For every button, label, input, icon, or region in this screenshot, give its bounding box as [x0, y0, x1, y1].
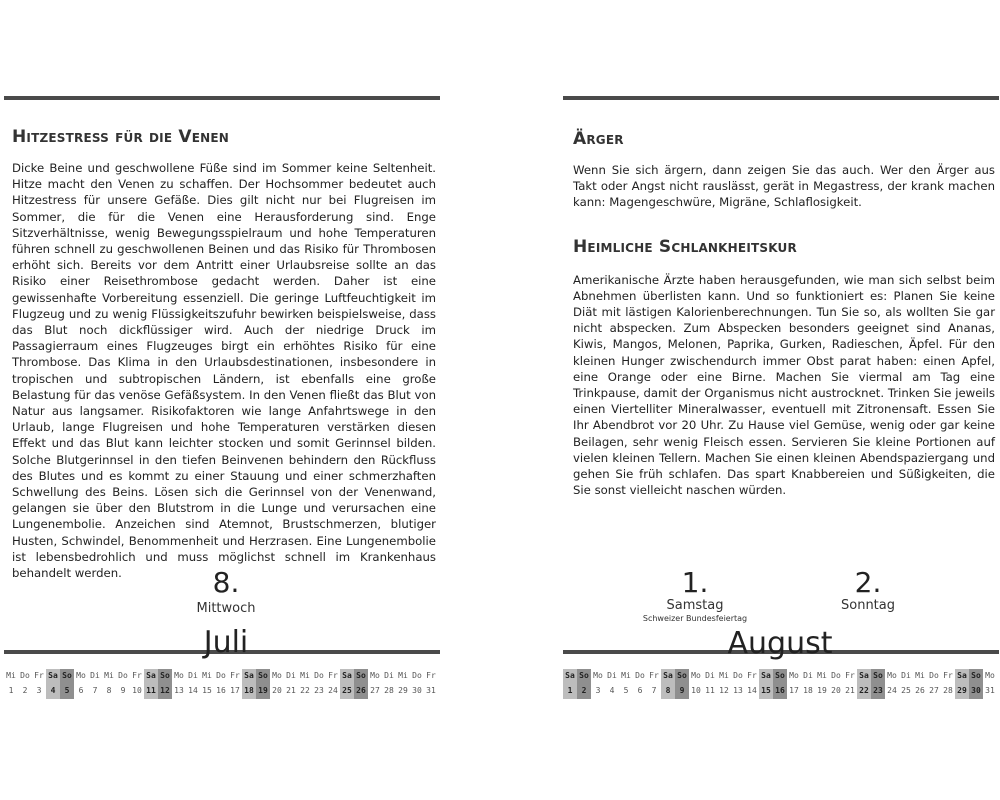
weekday-abbrev: Mo — [76, 671, 86, 680]
top-rule — [563, 96, 999, 100]
month-day-strip — [4, 669, 438, 699]
weekday-abbrev: Mi — [202, 671, 212, 680]
left-page — [4, 96, 440, 581]
section-heading: Heimliche Schlankheitskur — [573, 236, 797, 257]
weekday-abbrev: So — [775, 671, 785, 680]
calendar-day-cell — [857, 669, 871, 699]
day-number: 11 — [146, 686, 156, 695]
day-number: 31 — [985, 686, 995, 695]
calendar-day-cell — [983, 669, 997, 699]
calendar-day-cell — [32, 669, 46, 699]
weekday-abbrev: Di — [384, 671, 394, 680]
calendar-day-cell — [703, 669, 717, 699]
day-number: 2 — [22, 686, 28, 695]
date-number: 2. — [854, 566, 882, 599]
weekday-abbrev: Mi — [300, 671, 310, 680]
calendar-day-cell — [354, 669, 368, 699]
calendar-day-cell — [410, 669, 424, 699]
weekday-name: Sonntag — [841, 598, 895, 613]
calendar-day-cell — [172, 669, 186, 699]
calendar-day-cell — [563, 669, 577, 699]
day-number: 19 — [817, 686, 827, 695]
calendar-day-cell — [228, 669, 242, 699]
weekday-abbrev: Mi — [915, 671, 925, 680]
weekday-abbrev: Do — [216, 671, 226, 680]
day-number: 12 — [719, 686, 729, 695]
weekday-abbrev: Do — [314, 671, 324, 680]
weekday-abbrev: So — [873, 671, 883, 680]
day-number: 26 — [915, 686, 925, 695]
section-heading: Ärger — [573, 129, 624, 149]
weekday-abbrev: Fr — [649, 671, 659, 680]
day-number: 29 — [957, 686, 967, 695]
day-number: 9 — [679, 686, 685, 695]
day-number: 7 — [651, 686, 657, 695]
day-number: 3 — [595, 686, 601, 695]
day-number: 23 — [314, 686, 324, 695]
day-number: 23 — [873, 686, 883, 695]
day-number: 26 — [356, 686, 366, 695]
weekday-abbrev: Di — [607, 671, 617, 680]
calendar-day-cell — [340, 669, 354, 699]
day-number: 10 — [691, 686, 701, 695]
weekday-abbrev: Di — [803, 671, 813, 680]
weekday-abbrev: Di — [188, 671, 198, 680]
weekday-abbrev: So — [356, 671, 366, 680]
weekday-abbrev: Mo — [370, 671, 380, 680]
weekday-abbrev: Do — [118, 671, 128, 680]
weekday-abbrev: Mi — [621, 671, 631, 680]
day-number: 8 — [665, 686, 671, 695]
weekday-abbrev: Sa — [146, 671, 156, 680]
day-number: 16 — [775, 686, 785, 695]
day-number: 5 — [64, 686, 70, 695]
day-number: 17 — [789, 686, 799, 695]
calendar-day-cell — [647, 669, 661, 699]
calendar-day-cell — [591, 669, 605, 699]
month-name: Juli — [203, 625, 249, 660]
calendar-day-cell — [256, 669, 270, 699]
weekday-abbrev: Mo — [887, 671, 897, 680]
day-number: 24 — [328, 686, 338, 695]
weekday-abbrev: Mi — [398, 671, 408, 680]
calendar-day-cell — [18, 669, 32, 699]
calendar-day-cell — [130, 669, 144, 699]
weekday-abbrev: Sa — [663, 671, 673, 680]
calendar-day-cell — [312, 669, 326, 699]
weekday-abbrev: Fr — [426, 671, 436, 680]
holiday-label: Schweizer Bundesfeiertag — [642, 614, 748, 623]
weekday-abbrev: Do — [635, 671, 645, 680]
weekday-abbrev: Mo — [272, 671, 282, 680]
day-number: 18 — [803, 686, 813, 695]
weekday-abbrev: Fr — [328, 671, 338, 680]
calendar-day-cell — [284, 669, 298, 699]
calendar-day-cell — [689, 669, 703, 699]
section-body: Dicke Beine und geschwollene Füße sind im Sommer keine Seltenheit. Hitze macht den Venen zu schaffen. Der Hochsommer bedeutet auch Hitzestress für unsere Gefäße. Dies gilt nicht nur bei Flugreisen im Sommer, die für die Venen eine Herausforderung sind. Enge Sitzverhältnisse, wenig Bewegungsspielraum und hohe Temperaturen führen schnell zu geschwollenen Beinen und das Risiko für Thrombosen erhöht sich. Bereits vor dem Antritt einer Urlaubsreise sollte an das Risiko einer Reisethrombose gedacht werden. Daher ist eine gewissenhafte Vorbereitung essenziell. Die geringe Luftfeuchtigkeit im Flugzeug und zu wenig Flüssigkeitszufuhr bewirken beispielsweise, dass das Blut noch dickflüssiger wird. Auch der niedrige Druck im Passagierraum eines Flugzeuges birgt ein erhöhtes Risiko für eine Thrombose. Das Klima in den Urlaubsdestinationen, insbesondere in tropischen und subtropischen Ländern, ist ebenfalls eine große Belastung für das venöse Gefäßsystem. In den Venen fließt das Blut von Natur aus langsamer. Risikofaktoren wie lange Anfahrtswege in den Urlaub, lange Flugreisen und hohe Temperaturen verstärken diesen Effekt und das Blut kann leichter stocken und somit Gerinnsel bilden. Solche Blutgerinnsel in den tiefen Beinvenen behindern den Rückfluss des Blutes und es kommt zu einer Stauung und einer schmerzhaften Schwellung des Beins. Lösen sich die Gerinnsel von der Venenwand, gelangen sie über den Blutstrom in die Lunge und verursachen eine Lungenembolie. Anzeichen sind Atemnot, Brustschmerzen, blutiger Husten, Schwindel, Benommenheit und Herzrasen. Eine Lungenembolie ist lebensbedrohlich und muss möglichst schnell im Krankenhaus behandelt werden. — [12, 161, 436, 581]
weekday-abbrev: Mi — [6, 671, 16, 680]
day-number: 25 — [342, 686, 352, 695]
day-number: 2 — [581, 686, 587, 695]
calendar-day-cell — [102, 669, 116, 699]
weekday-abbrev: Sa — [761, 671, 771, 680]
weekday-abbrev: Do — [20, 671, 30, 680]
calendar-day-cell — [46, 669, 60, 699]
weekday-abbrev: Mo — [985, 671, 995, 680]
weekday-abbrev: Di — [286, 671, 296, 680]
calendar-day-cell — [242, 669, 256, 699]
day-number: 19 — [258, 686, 268, 695]
calendar-day-cell — [270, 669, 284, 699]
day-number: 15 — [202, 686, 212, 695]
calendar-day-cell — [74, 669, 88, 699]
day-number: 30 — [971, 686, 981, 695]
calendar-day-cell — [382, 669, 396, 699]
weekday-abbrev: Do — [733, 671, 743, 680]
calendar-day-cell — [633, 669, 647, 699]
day-number: 4 — [50, 686, 56, 695]
top-rule — [4, 96, 440, 100]
calendar-day-cell — [605, 669, 619, 699]
day-number: 5 — [623, 686, 629, 695]
day-number: 29 — [398, 686, 408, 695]
day-number: 16 — [216, 686, 226, 695]
calendar-day-cell — [60, 669, 74, 699]
day-number: 3 — [36, 686, 42, 695]
weekday-abbrev: So — [677, 671, 687, 680]
day-number: 15 — [761, 686, 771, 695]
weekday-abbrev: Mi — [817, 671, 827, 680]
weekday-abbrev: Do — [929, 671, 939, 680]
weekday-name: Mittwoch — [196, 601, 256, 616]
calendar-day-cell — [885, 669, 899, 699]
day-number: 28 — [943, 686, 953, 695]
weekday-name: Samstag — [666, 598, 724, 613]
day-number: 22 — [300, 686, 310, 695]
weekday-abbrev: Mo — [789, 671, 799, 680]
calendar-day-cell — [801, 669, 815, 699]
calendar-day-cell — [871, 669, 885, 699]
day-number: 6 — [78, 686, 84, 695]
calendar-day-cell — [88, 669, 102, 699]
calendar-day-cell — [731, 669, 745, 699]
day-number: 12 — [160, 686, 170, 695]
day-number: 13 — [174, 686, 184, 695]
weekday-abbrev: Di — [705, 671, 715, 680]
calendar-day-cell — [717, 669, 731, 699]
weekday-abbrev: So — [160, 671, 170, 680]
day-number: 8 — [106, 686, 112, 695]
day-number: 30 — [412, 686, 422, 695]
weekday-abbrev: Sa — [244, 671, 254, 680]
day-number: 18 — [244, 686, 254, 695]
calendar-day-cell — [787, 669, 801, 699]
weekday-abbrev: Sa — [957, 671, 967, 680]
day-number: 20 — [831, 686, 841, 695]
calendar-day-cell — [759, 669, 773, 699]
calendar-day-cell — [899, 669, 913, 699]
day-number: 17 — [230, 686, 240, 695]
day-number: 25 — [901, 686, 911, 695]
calendar-day-cell — [619, 669, 633, 699]
calendar-day-cell — [927, 669, 941, 699]
weekday-abbrev: Fr — [34, 671, 44, 680]
calendar-day-cell — [969, 669, 983, 699]
date-number: 1. — [681, 566, 709, 599]
day-number: 24 — [887, 686, 897, 695]
weekday-abbrev: Sa — [859, 671, 869, 680]
day-number: 13 — [733, 686, 743, 695]
calendar-day-cell — [144, 669, 158, 699]
weekday-abbrev: Mo — [691, 671, 701, 680]
section-heading: Hitzestress für die Venen — [12, 127, 229, 147]
calendar-day-cell — [424, 669, 438, 699]
day-number: 7 — [92, 686, 98, 695]
weekday-abbrev: Fr — [747, 671, 757, 680]
day-number: 31 — [426, 686, 436, 695]
calendar-day-cell — [116, 669, 130, 699]
calendar-day-cell — [913, 669, 927, 699]
day-number: 9 — [120, 686, 126, 695]
calendar-day-cell — [829, 669, 843, 699]
day-number: 27 — [370, 686, 380, 695]
section-body: Wenn Sie sich ärgern, dann zeigen Sie das auch. Wer den Ärger aus Takt oder Angst nicht rauslässt, gerät in Megastress, der krank machen kann: Magengeschwüre, Migräne, Schlaflosigkeit. — [573, 163, 995, 210]
calendar-day-cell — [368, 669, 382, 699]
weekday-abbrev: So — [579, 671, 589, 680]
calendar-day-cell — [4, 669, 18, 699]
weekday-abbrev: Do — [831, 671, 841, 680]
weekday-abbrev: Mi — [104, 671, 114, 680]
day-number: 11 — [705, 686, 715, 695]
weekday-abbrev: Di — [901, 671, 911, 680]
day-number: 1 — [8, 686, 14, 695]
calendar-day-cell — [186, 669, 200, 699]
day-number: 21 — [286, 686, 296, 695]
weekday-abbrev: Mo — [174, 671, 184, 680]
weekday-abbrev: Sa — [48, 671, 58, 680]
calendar-day-cell — [941, 669, 955, 699]
calendar-day-cell — [577, 669, 591, 699]
date-number: 8. — [212, 566, 240, 599]
calendar-day-cell — [815, 669, 829, 699]
calendar-day-cell — [396, 669, 410, 699]
day-number: 14 — [747, 686, 757, 695]
calendar-day-cell — [214, 669, 228, 699]
day-number: 6 — [637, 686, 643, 695]
calendar-day-cell — [675, 669, 689, 699]
right-page — [563, 96, 999, 498]
section-body: Amerikanische Ärzte haben herausgefunden, wie man sich selbst beim Abnehmen überlisten kann. Und so funktioniert es: Planen Sie keine Diät mit lästigen Kalorienberechnungen. Tun Sie so, als wollten Sie gar nicht abspecken. Zum Abspecken besonders geeignet sind Ananas, Kiwis, Mangos, Melonen, Paprika, Gurken, Radieschen, Äpfel. Für den kleinen Hunger zwischendurch immer Obst parat haben: einen Apfel, eine Orange oder eine Birne. Machen Sie viermal am Tag eine Trinkpause, damit der Organismus nicht austrocknet. Trinken Sie jeweils einen Viertelliter Mineralwasser, eventuell mit Zitronensaft. Essen Sie Ihr Abendbrot vor 20 Uhr. Zu Hause viel Gemüse, wenig oder gar keine Beilagen, sehr wenig Fleisch essen. Servieren Sie kleine Portionen auf vielen kleinen Tellern. Machen Sie einen kleinen Abendspaziergang und gehen Sie früh schlafen. Das spart Knabbereien und Süßigkeiten, die Sie sonst vielleicht naschen würden. — [573, 272, 995, 498]
day-number: 22 — [859, 686, 869, 695]
calendar-day-cell — [298, 669, 312, 699]
weekday-abbrev: Fr — [230, 671, 240, 680]
day-number: 28 — [384, 686, 394, 695]
calendar-day-cell — [326, 669, 340, 699]
calendar-day-cell — [200, 669, 214, 699]
calendar-day-cell — [661, 669, 675, 699]
day-number: 20 — [272, 686, 282, 695]
day-number: 14 — [188, 686, 198, 695]
weekday-abbrev: Sa — [342, 671, 352, 680]
weekday-abbrev: Fr — [845, 671, 855, 680]
weekday-abbrev: Mo — [593, 671, 603, 680]
day-number: 10 — [132, 686, 142, 695]
day-number: 27 — [929, 686, 939, 695]
calendar-day-cell — [955, 669, 969, 699]
month-day-strip — [563, 669, 997, 699]
calendar-day-cell — [843, 669, 857, 699]
day-number: 4 — [609, 686, 615, 695]
calendar-day-cell — [773, 669, 787, 699]
weekday-abbrev: Fr — [132, 671, 142, 680]
weekday-abbrev: So — [62, 671, 72, 680]
day-number: 21 — [845, 686, 855, 695]
calendar-day-cell — [745, 669, 759, 699]
weekday-abbrev: So — [258, 671, 268, 680]
weekday-abbrev: Fr — [943, 671, 953, 680]
weekday-abbrev: Di — [90, 671, 100, 680]
weekday-abbrev: So — [971, 671, 981, 680]
weekday-abbrev: Do — [412, 671, 422, 680]
month-name: August — [727, 626, 833, 661]
weekday-abbrev: Mi — [719, 671, 729, 680]
calendar-day-cell — [158, 669, 172, 699]
day-number: 1 — [567, 686, 573, 695]
weekday-abbrev: Sa — [565, 671, 575, 680]
